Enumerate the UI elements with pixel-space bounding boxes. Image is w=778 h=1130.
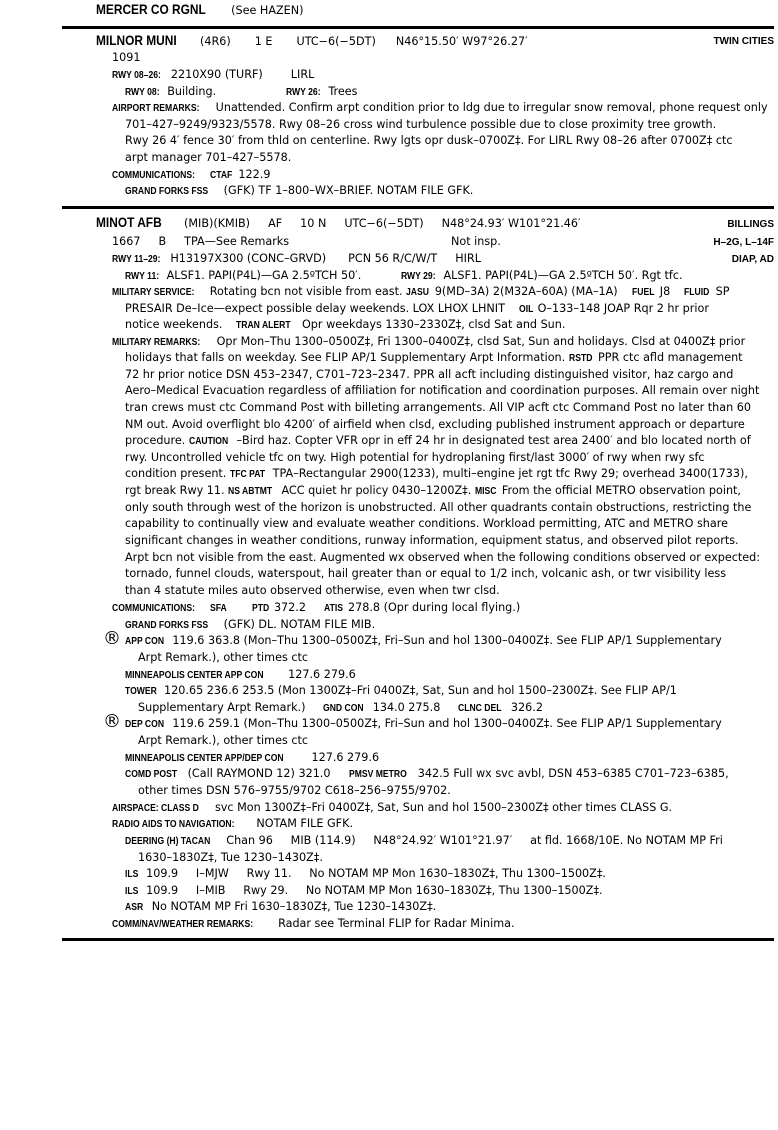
registered-symbol: ®: [103, 711, 121, 732]
airport-name-milnor: MILNOR MUNI: [96, 32, 177, 48]
mercer-entry: [96, 2, 303, 18]
communications: COMMUNICATIONS: CTAF 122.9: [112, 168, 271, 181]
ils-29: ILS 109.9 I–MIB Rwy 29. No NOTAM MP Mon 1630–1830Z‡, Thu 1300–1500Z‡.: [125, 884, 603, 897]
registered-symbol: ®: [103, 628, 121, 649]
section-divider: [62, 938, 774, 941]
section-divider: [62, 26, 774, 29]
airport-name-minot: MINOT AFB: [96, 214, 162, 230]
runway-line: RWY 08–26: 2210X90 (TURF) LIRL: [112, 68, 315, 81]
command-post: COMD POST (Call RAYMOND 12) 321.0 PMSV METRO 342.5 Full wx svc avbl, DSN 453–6385 C701–723–6385,: [125, 767, 729, 780]
comm-nav-weather-remarks: COMM/NAV/WEATHER REMARKS: Radar see Terminal FLIP for Radar Minima.: [112, 917, 515, 930]
milnor-header: MILNOR MUNI (4R6) 1 E UTC−6(−5DT) N46°15.50′ W97°26.27′: [96, 32, 528, 48]
airspace: AIRSPACE: CLASS D svc Mon 1300Z‡–Fri 0400Z‡, Sat, Sun and hol 1500–2300Z‡ other times CLASS G.: [112, 801, 673, 814]
runway-line: RWY 11–29: H13197X300 (CONC–GRVD) PCN 56 R/C/W/T HIRL: [112, 252, 481, 265]
elevation: 1091: [112, 51, 141, 64]
tacan: DEERING (H) TACAN Chan 96 MIB (114.9) N48°24.92′ W101°21.97′ at fld. 1668/10E. No NOTAM MP Fri: [125, 834, 723, 847]
elevation-line: 1667 B TPA—See Remarks: [112, 235, 290, 248]
chart-ref: H–2G, L–14F: [713, 237, 774, 248]
tower: TOWER 120.65 236.6 253.5 (Mon 1300Z‡–Fri 0400Z‡, Sat, Sun and hol 1500–2300Z‡. See FLIP AP/1: [125, 684, 677, 697]
inspection: Not insp.: [451, 235, 501, 248]
radio-aids: RADIO AIDS TO NAVIGATION: NOTAM FILE GFK.: [112, 817, 354, 830]
see-reference: (See HAZEN): [231, 4, 304, 17]
airport-remarks: AIRPORT REMARKS: Unattended. Confirm arpt condition prior to ldg due to irregular snow removal, phone request only: [112, 101, 768, 114]
military-remarks: MILITARY REMARKS: Opr Mon–Thu 1300–0500Z‡, Fri 1300–0400Z‡, clsd Sat, Sun and holidays. Clsd at 0400Z‡ prior: [112, 335, 746, 348]
diap-ref: DIAP, AD: [731, 254, 774, 265]
asr: ASR No NOTAM MP Fri 1630–1830Z‡, Tue 1230–1430Z‡.: [125, 900, 437, 913]
minneapolis-dep: MINNEAPOLIS CENTER APP/DEP CON 127.6 279.6: [125, 751, 380, 764]
fss-line: GRAND FORKS FSS (GFK) TF 1–800–WX–BRIEF. NOTAM FILE GFK.: [125, 184, 474, 197]
minneapolis-app: MINNEAPOLIS CENTER APP CON 127.6 279.6: [125, 668, 356, 681]
remarks-line: Rwy 26 4′ fence 30′ from thld on centerline. Rwy lgts opr dusk–0700Z‡. For LIRL Rwy 08–26 after 0700Z‡ ctc: [125, 134, 733, 147]
ils-11: ILS 109.9 I–MJW Rwy 11. No NOTAM MP Mon 1630–1830Z‡, Thu 1300–1500Z‡.: [125, 867, 606, 880]
chart-name: BILLINGS: [727, 219, 774, 230]
approach-control: APP CON 119.6 363.8 (Mon–Thu 1300–0500Z‡, Fri–Sun and hol 1300–0400Z‡. See FLIP AP/1 Supplementary: [125, 634, 722, 647]
military-service: MILITARY SERVICE: Rotating bcn not visible from east. JASU 9(MD–3A) 2(M32A–60A) (MA–1A) FUEL J8 FLUID SP: [112, 285, 730, 298]
runway-end-line: RWY 08: Building. RWY 26: Trees: [125, 85, 358, 98]
remarks-line: arpt manager 701–427–5578.: [125, 151, 292, 164]
minot-header: MINOT AFB (MIB)(KMIB) AF 10 N UTC−6(−5DT) N48°24.93′ W101°21.46′: [96, 214, 581, 230]
communications: COMMUNICATIONS: SFA PTD 372.2 ATIS 278.8 (Opr during local flying.): [112, 601, 521, 614]
remarks-line: 701–427–9249/9323/5578. Rwy 08–26 cross wind turbulence possible due to close proximity tree growth.: [125, 118, 717, 131]
departure-control: DEP CON 119.6 259.1 (Mon–Thu 1300–0500Z‡, Fri–Sun and hol 1300–0400Z‡. See FLIP AP/1 Supplementary: [125, 717, 722, 730]
runway-end-line: RWY 11: ALSF1. PAPI(P4L)—GA 2.5ºTCH 50′. RWY 29: ALSF1. PAPI(P4L)—GA 2.5ºTCH 50′. Rgt tfc.: [125, 269, 683, 282]
fss-line: GRAND FORKS FSS (GFK) DL. NOTAM FILE MIB.: [125, 618, 376, 631]
section-divider: [62, 206, 774, 209]
airport-name-mercer: MERCER CO RGNL: [96, 1, 206, 17]
chart-name: TWIN CITIES: [713, 36, 774, 47]
